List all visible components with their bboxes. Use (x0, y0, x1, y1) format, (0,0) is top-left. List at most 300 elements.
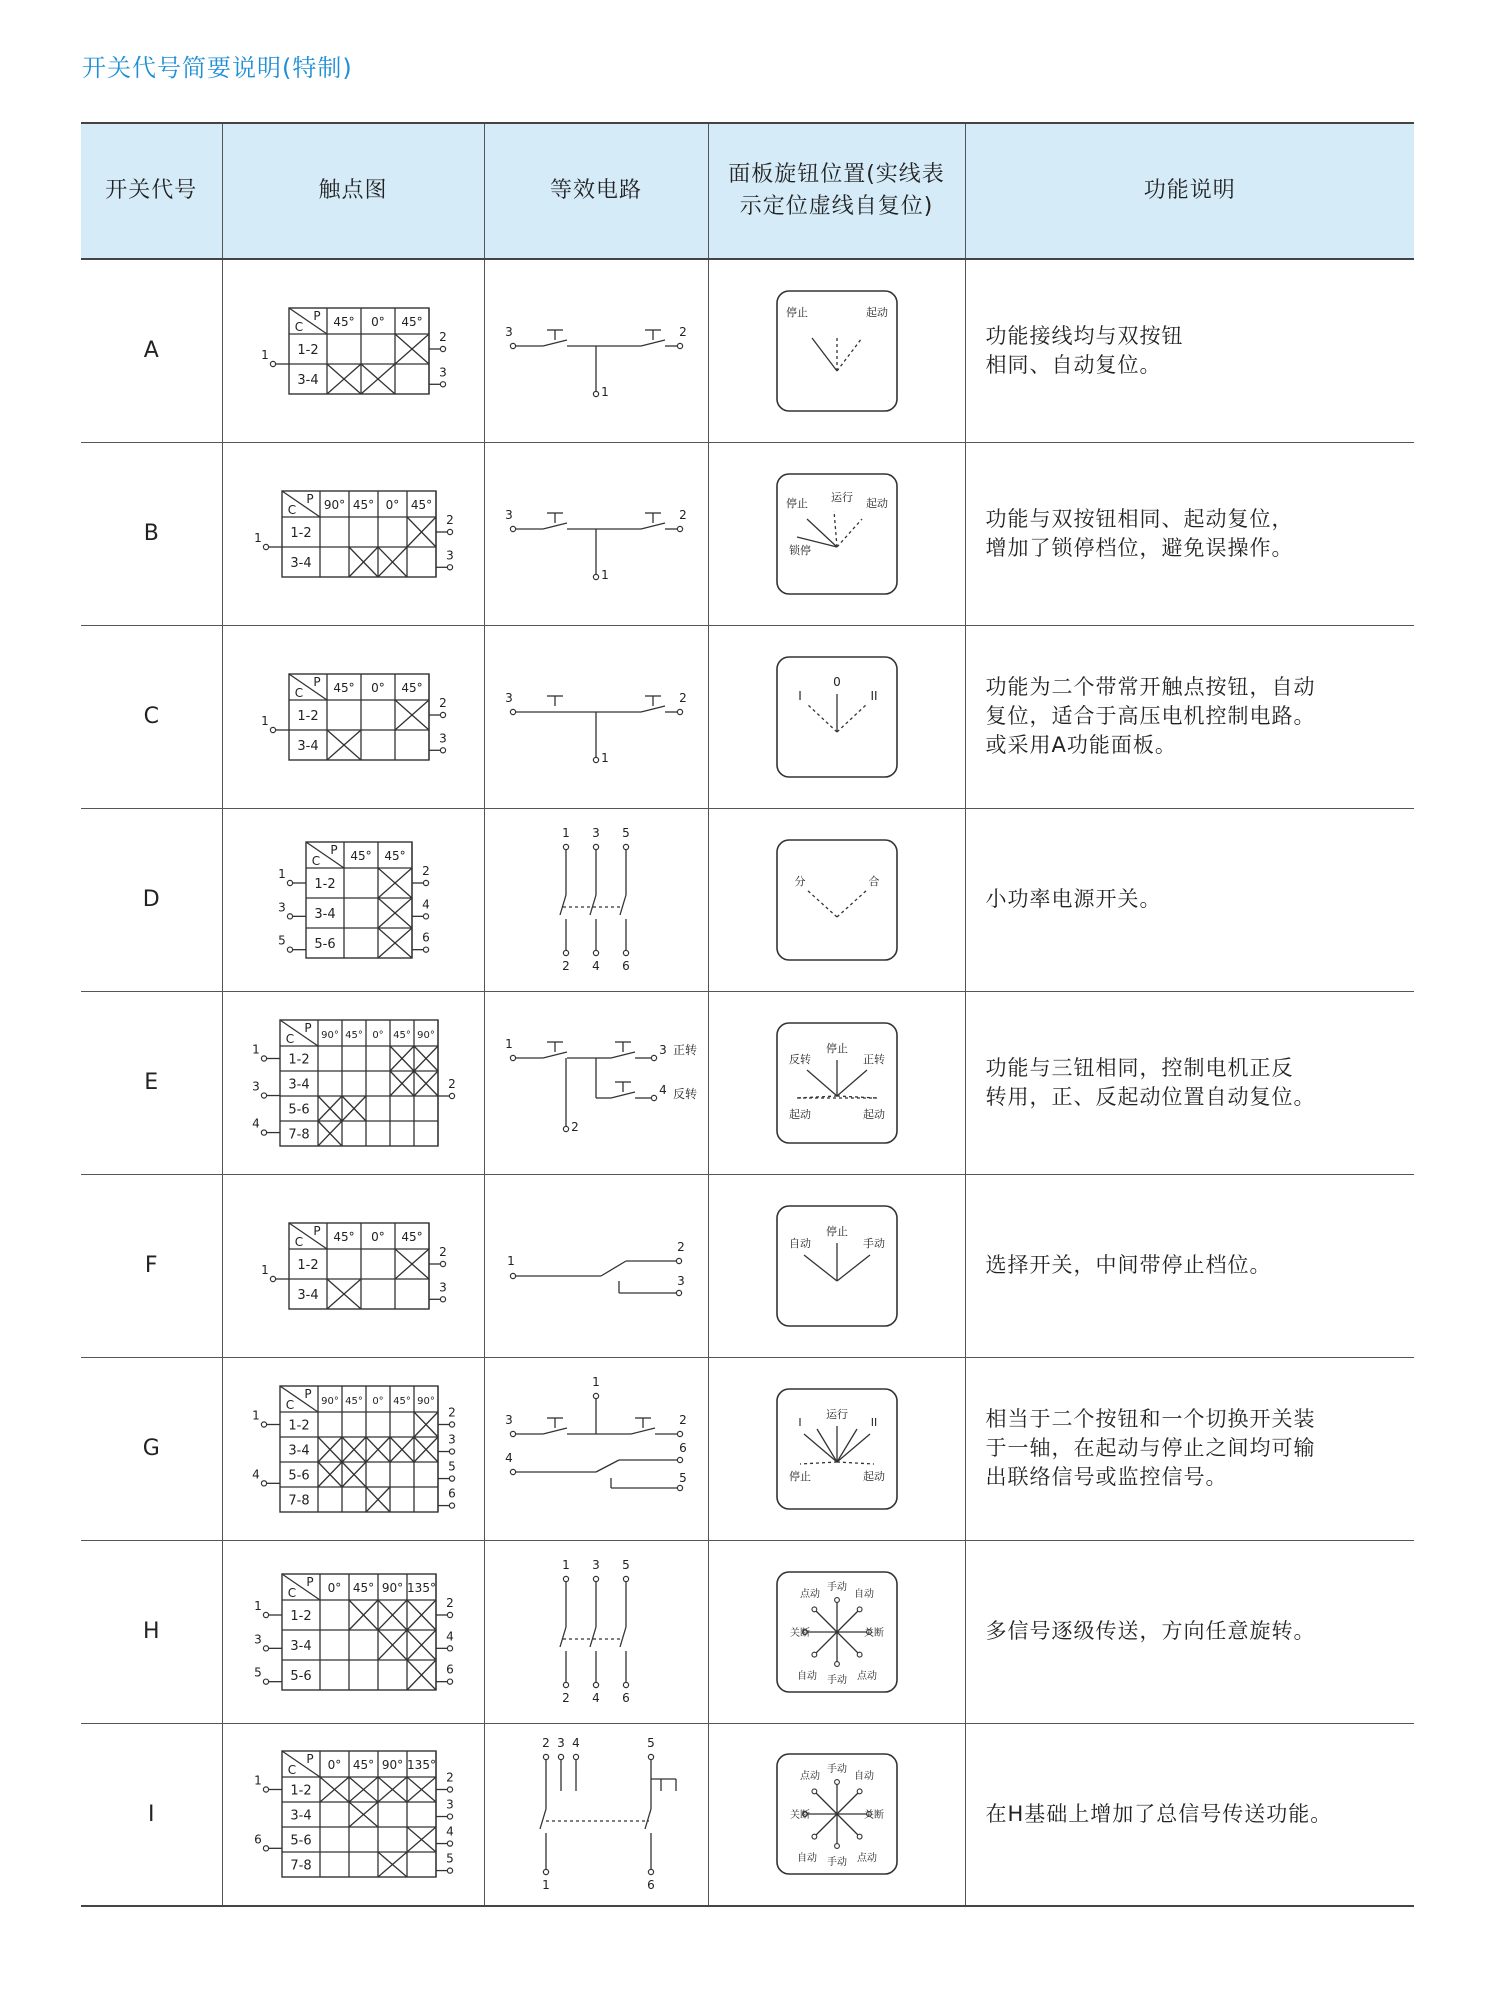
description-line: 相当于二个按钮和一个切换开关装 (985, 1407, 1316, 1431)
description-line: 功能接线均与双按钮 (985, 323, 1184, 348)
terminal-dot (261, 1055, 266, 1060)
angle-label: 135° (407, 1758, 436, 1773)
description-line: 或采用A功能面板。 (985, 733, 1177, 757)
function-description (965, 1174, 1414, 1357)
terminal-dot (677, 1485, 682, 1490)
angle-label: 45° (350, 848, 372, 863)
circuit-terminal-label: 3 (592, 825, 600, 840)
angle-label: 0° (327, 1580, 342, 1595)
terminal-dot (447, 529, 452, 534)
circuit-terminal-label: 3 (677, 1273, 685, 1288)
contact-diagram (233, 1729, 473, 1899)
panel-position-label: 0 (832, 674, 841, 689)
terminal-dot (287, 947, 292, 952)
terminal-label: 1 (252, 1408, 260, 1422)
angle-label: 90° (323, 497, 346, 512)
circuit-cell (484, 259, 708, 442)
contact-row-label: 1-2 (290, 525, 312, 541)
terminal-label: 3 (439, 1279, 447, 1294)
circuit-terminal-label: 3 (592, 1557, 600, 1572)
contact-row-label: 1-2 (288, 1052, 310, 1067)
terminal-dot (270, 1276, 275, 1281)
description-line: 小功率电源开关。 (985, 887, 1162, 911)
corner-p-label: P (306, 491, 314, 506)
switch-code: H (81, 1540, 222, 1723)
panel-knob-diagram (762, 276, 912, 426)
circuit-terminal-label: 1 (507, 1253, 515, 1268)
angle-label: 45° (384, 848, 406, 863)
terminal-label: 4 (422, 896, 430, 911)
contact-diagram (233, 632, 473, 802)
angle-label: 45° (333, 314, 355, 329)
angle-label: 45° (333, 1229, 355, 1244)
panel-position-label: 起动 (862, 1469, 885, 1483)
description-line: 在H基础上增加了总信号传送功能。 (985, 1801, 1333, 1826)
description-line: 多信号逐级传送，方向任意旋转。 (985, 1619, 1316, 1643)
terminal-dot (676, 1290, 681, 1295)
terminal-label: 4 (446, 1824, 454, 1839)
panel-position-label: I (797, 1415, 802, 1429)
circuit-terminal-label: 2 (542, 1736, 550, 1751)
contact-row-label: 3-4 (290, 1638, 312, 1654)
description-line: 增加了锁停档位，避免误操作。 (985, 535, 1294, 560)
panel-position-label: 停止 (825, 1224, 848, 1238)
switch-code: I (81, 1723, 222, 1906)
circuit-terminal-label: 3 (659, 1042, 667, 1057)
terminal-dot (261, 1421, 266, 1426)
contact-diagram (233, 1181, 473, 1351)
terminal-dot (563, 1126, 568, 1131)
terminal-dot (623, 1576, 628, 1581)
terminal-dot (593, 574, 598, 579)
panel-position-label: 手动 (862, 1236, 885, 1250)
angle-label: 135° (407, 1580, 436, 1595)
table-row (81, 1357, 1414, 1540)
terminal-dot (449, 1448, 454, 1453)
angle-label: 0° (371, 1229, 385, 1244)
panel-position-label: 反转 (788, 1052, 811, 1066)
contact-row-label: 7-8 (288, 1127, 310, 1142)
terminal-dot (440, 381, 445, 386)
circuit-terminal-label: 6 (679, 1440, 687, 1455)
angle-label: 0° (327, 1758, 342, 1773)
terminal-label: 3 (446, 547, 454, 562)
corner-p-label: P (306, 1574, 314, 1589)
contact-row-label: 5-6 (288, 1468, 310, 1483)
circuit-terminal-label: 4 (592, 1690, 600, 1705)
corner-c-label: C (294, 685, 304, 700)
contact-row-label: 3-4 (288, 1443, 310, 1458)
terminal-dot (447, 1612, 452, 1617)
diagram-line (641, 523, 665, 529)
terminal-dot (447, 1679, 452, 1684)
panel-position-label: 正转 (862, 1052, 885, 1066)
corner-c-label: C (287, 502, 297, 517)
angle-label: 90° (321, 1395, 339, 1407)
terminal-label: 2 (439, 695, 447, 710)
diagram-line (641, 706, 665, 712)
terminal-dot (440, 1261, 445, 1266)
panel-position-label: 点动 (856, 1853, 877, 1865)
terminal-label: 5 (446, 1851, 454, 1866)
contact-row-label: 3-4 (288, 1077, 310, 1092)
angle-label: 90° (321, 1029, 339, 1041)
terminal-label: 1 (261, 1262, 269, 1277)
diagram-line (620, 1627, 626, 1647)
terminal-label: 1 (254, 530, 262, 545)
terminal-dot (270, 727, 275, 732)
angle-label: 45° (345, 1395, 363, 1407)
panel-position-label: 运行 (830, 490, 853, 504)
terminal-dot (593, 844, 598, 849)
header-panel-line2: 示定位虚线自复位) (739, 194, 934, 219)
corner-p-label: P (313, 308, 321, 323)
angle-label: 45° (401, 1229, 423, 1244)
terminal-label: 3 (278, 899, 286, 914)
terminal-dot (510, 526, 515, 531)
terminal-dot (510, 343, 515, 348)
diagram-line (645, 1809, 651, 1829)
angle-label: 45° (393, 1395, 411, 1407)
header-panel-line1: 面板旋钮位置(实线表 (728, 162, 945, 187)
terminal-dot (263, 1679, 268, 1684)
circuit-terminal-label: 3 (505, 507, 513, 522)
terminal-dot (261, 1129, 266, 1134)
terminal-dot (677, 1431, 682, 1436)
switch-code-table (81, 122, 1414, 1907)
terminal-label: 1 (254, 1773, 262, 1788)
switch-code: D (81, 808, 222, 991)
equivalent-circuit (491, 632, 701, 802)
panel-position-dot (811, 1834, 816, 1839)
terminal-dot (593, 1682, 598, 1687)
header-code: 开关代号 (81, 123, 222, 259)
equivalent-circuit (491, 815, 701, 985)
terminal-label: 6 (448, 1486, 456, 1501)
contact-diagram (233, 1364, 473, 1534)
terminal-dot (423, 947, 428, 952)
terminal-dot (447, 1841, 452, 1846)
diagram-line (543, 340, 567, 346)
circuit-terminal-label: 1 (601, 750, 609, 765)
corner-c-label: C (287, 1763, 297, 1778)
table-row (81, 991, 1414, 1174)
panel-cell (708, 808, 965, 991)
terminal-dot (677, 343, 682, 348)
circuit-cell (484, 991, 708, 1174)
circuit-cell (484, 1540, 708, 1723)
panel-position-dot (857, 1789, 862, 1794)
panel-position-label: 分 (794, 874, 805, 888)
terminal-dot (623, 1682, 628, 1687)
circuit-terminal-label: 反转 (672, 1086, 698, 1101)
panel-position-label: 停止 (785, 496, 808, 510)
circuit-cell (484, 442, 708, 625)
terminal-dot (543, 1870, 548, 1875)
diagram-line (543, 1052, 567, 1058)
panel-cell (708, 1540, 965, 1723)
panel-position-label: 合 (868, 874, 879, 888)
angle-label: 0° (371, 680, 385, 695)
angle-label: 45° (393, 1029, 411, 1041)
contact-row-label: 1-2 (288, 1418, 310, 1433)
terminal-label: 2 (439, 1244, 447, 1259)
terminal-dot (440, 747, 445, 752)
terminal-dot (263, 1846, 268, 1851)
terminal-dot (449, 1421, 454, 1426)
switch-code: B (81, 442, 222, 625)
circuit-cell (484, 1174, 708, 1357)
panel-position-label: 起动 (865, 496, 888, 510)
circuit-terminal-label: 4 (592, 958, 600, 973)
panel-cell (708, 625, 965, 808)
panel-position-label: 手动 (826, 1857, 847, 1869)
panel-position-label: 起动 (788, 1107, 811, 1121)
terminal-dot (261, 1480, 266, 1485)
contact-row-label: 5-6 (288, 1102, 310, 1117)
terminal-dot (593, 757, 598, 762)
terminal-label: 3 (439, 365, 447, 380)
table-row (81, 808, 1414, 991)
panel-position-label: 自动 (788, 1236, 811, 1250)
terminal-dot (510, 1469, 515, 1474)
angle-label: 45° (410, 497, 433, 512)
table-header-row (81, 123, 1414, 259)
table-row (81, 1723, 1414, 1906)
terminal-label: 4 (252, 1116, 260, 1131)
contact-diagram-cell (222, 625, 484, 808)
circuit-terminal-label: 3 (557, 1736, 565, 1751)
equivalent-circuit (491, 998, 701, 1168)
terminal-dot (593, 950, 598, 955)
circuit-terminal-label: 4 (659, 1082, 667, 1097)
corner-p-label: P (304, 1386, 312, 1401)
terminal-label: 5 (448, 1459, 456, 1474)
panel-position-dot (857, 1834, 862, 1839)
circuit-terminal-label: 5 (679, 1470, 687, 1485)
angle-label: 45° (401, 680, 423, 695)
panel-position-label: 点动 (799, 1771, 820, 1783)
header-desc: 功能说明 (965, 123, 1414, 259)
angle-label: 45° (352, 1758, 375, 1773)
corner-p-label: P (306, 1752, 314, 1767)
terminal-label: 5 (254, 1665, 262, 1680)
diagram-line (631, 1428, 655, 1434)
panel-position-label: II (870, 1415, 877, 1429)
circuit-terminal-label: 4 (572, 1736, 580, 1751)
header-circuit: 等效电路 (484, 123, 708, 259)
description-line: 复位，适合于高压电机控制电路。 (985, 704, 1316, 728)
terminal-dot (563, 1576, 568, 1581)
terminal-label: 3 (252, 1079, 260, 1094)
corner-p-label: P (330, 842, 338, 857)
panel-position-label: 自动 (796, 1853, 817, 1865)
panel-knob-diagram (762, 459, 912, 609)
terminal-dot (677, 709, 682, 714)
header-panel (708, 123, 965, 259)
circuit-terminal-label: 2 (679, 507, 687, 522)
terminal-dot (261, 1092, 266, 1097)
page-title: 开关代号简要说明(特制) (82, 54, 353, 82)
diagram-line (620, 895, 626, 915)
contact-row-label: 5-6 (314, 936, 336, 952)
circuit-terminal-label: 1 (562, 1557, 570, 1572)
circuit-terminal-label: 2 (679, 690, 687, 705)
table-row (81, 1174, 1414, 1357)
panel-position-label: 关断 (789, 1627, 810, 1639)
contact-row-label: 3-4 (314, 906, 336, 922)
panel-cell (708, 1174, 965, 1357)
circuit-cell (484, 1723, 708, 1906)
switch-code: A (81, 259, 222, 442)
terminal-label: 3 (439, 730, 447, 745)
terminal-label: 2 (446, 1770, 454, 1785)
corner-p-label: P (313, 1223, 321, 1238)
diagram-line (540, 1809, 546, 1829)
angle-label: 45° (345, 1029, 363, 1041)
switch-code: E (81, 991, 222, 1174)
contact-diagram-cell (222, 808, 484, 991)
function-description (965, 442, 1414, 625)
panel-knob-diagram (762, 1374, 912, 1524)
contact-diagram (233, 266, 473, 436)
terminal-dot (563, 844, 568, 849)
terminal-label: 3 (254, 1631, 262, 1646)
circuit-terminal-label: 2 (562, 958, 570, 973)
circuit-terminal-label: 2 (679, 324, 687, 339)
terminal-dot (423, 880, 428, 885)
circuit-terminal-label: 2 (677, 1239, 685, 1254)
contact-row-label: 5-6 (290, 1833, 312, 1849)
diagram-line (596, 1460, 619, 1472)
contact-row-label: 3-4 (297, 372, 319, 388)
equivalent-circuit (491, 1547, 701, 1717)
terminal-dot (648, 1870, 653, 1875)
terminal-label: 4 (446, 1628, 454, 1643)
panel-position-label: 关断 (789, 1810, 810, 1822)
table-row (81, 259, 1414, 442)
contact-row-label: 1-2 (290, 1783, 312, 1799)
description-line: 功能为二个带常开触点按钮，自动 (985, 675, 1316, 699)
panel-position-label: 关断 (863, 1627, 884, 1639)
terminal-dot (651, 1055, 656, 1060)
switch-code: C (81, 625, 222, 808)
circuit-terminal-label: 5 (647, 1736, 655, 1751)
terminal-dot (510, 1273, 515, 1278)
angle-label: 90° (417, 1395, 435, 1407)
terminal-dot (263, 1612, 268, 1617)
terminal-dot (676, 1258, 681, 1263)
circuit-cell (484, 1357, 708, 1540)
contact-diagram (233, 815, 473, 985)
circuit-terminal-label: 2 (571, 1119, 579, 1134)
panel-position-label: 手动 (826, 1764, 847, 1776)
terminal-dot (263, 544, 268, 549)
table-row (81, 442, 1414, 625)
terminal-label: 1 (254, 1598, 262, 1613)
terminal-dot (648, 1755, 653, 1760)
description-line: 功能与三钮相同，控制电机正反 (985, 1055, 1294, 1080)
panel-position-label: 运行 (825, 1407, 848, 1421)
terminal-label: 6 (254, 1832, 262, 1847)
contact-row-label: 3-4 (290, 1808, 312, 1824)
circuit-terminal-label: 1 (562, 825, 570, 840)
terminal-dot (447, 1787, 452, 1792)
header-contact: 触点图 (222, 123, 484, 259)
description-line: 转用，正、反起动位置自动复位。 (985, 1084, 1316, 1109)
terminal-label: 3 (446, 1797, 454, 1812)
angle-label: 45° (401, 314, 423, 329)
terminal-dot (543, 1755, 548, 1760)
panel-position-label: 自动 (853, 1588, 874, 1600)
description-line: 出联络信号或监控信号。 (985, 1465, 1228, 1489)
diagram-line (641, 340, 665, 346)
terminal-dot (563, 950, 568, 955)
function-description (965, 1723, 1414, 1906)
panel-position-label: 停止 (785, 305, 808, 319)
circuit-terminal-label: 1 (592, 1374, 600, 1389)
terminal-dot (440, 712, 445, 717)
contact-diagram (233, 449, 473, 619)
terminal-dot (447, 564, 452, 569)
panel-position-label: 停止 (788, 1469, 811, 1483)
equivalent-circuit (491, 1729, 701, 1899)
panel-position-dot (834, 1661, 839, 1666)
terminal-label: 6 (422, 930, 430, 945)
circuit-terminal-label: 5 (622, 825, 630, 840)
terminal-label: 2 (439, 329, 447, 344)
terminal-dot (593, 1576, 598, 1581)
panel-position-dot (811, 1789, 816, 1794)
diagram-line (590, 1627, 596, 1647)
contact-row-label: 1-2 (290, 1608, 312, 1624)
diagram-line (560, 895, 566, 915)
panel-position-label: I (797, 688, 802, 703)
corner-c-label: C (287, 1585, 297, 1600)
terminal-dot (677, 1457, 682, 1462)
diagram-line (590, 895, 596, 915)
terminal-dot (510, 1055, 515, 1060)
panel-position-dot (834, 1844, 839, 1849)
description-line: 于一轴，在起动与停止之间均可输 (985, 1436, 1316, 1460)
corner-c-label: C (294, 1234, 304, 1249)
corner-p-label: P (304, 1020, 312, 1035)
diagram-line (611, 1092, 635, 1098)
panel-position-dot (811, 1652, 816, 1657)
switch-code: G (81, 1357, 222, 1540)
terminal-dot (263, 1787, 268, 1792)
diagram-line (543, 523, 567, 529)
panel-knob-diagram (762, 825, 912, 975)
circuit-terminal-label: 2 (562, 1690, 570, 1705)
panel-cell (708, 442, 965, 625)
description-line: 选择开关，中间带停止档位。 (985, 1253, 1272, 1277)
contact-diagram (233, 1547, 473, 1717)
circuit-terminal-label: 1 (601, 567, 609, 582)
terminal-dot (447, 1814, 452, 1819)
circuit-terminal-label: 3 (505, 1412, 513, 1427)
panel-position-dot (857, 1652, 862, 1657)
terminal-label: 6 (446, 1662, 454, 1677)
function-description (965, 1540, 1414, 1723)
circuit-cell (484, 625, 708, 808)
panel-cell (708, 1723, 965, 1906)
function-description (965, 625, 1414, 808)
panel-knob-diagram (762, 1008, 912, 1158)
contact-diagram-cell (222, 991, 484, 1174)
panel-position-label: 停止 (825, 1041, 848, 1055)
circuit-terminal-label: 6 (647, 1878, 655, 1893)
